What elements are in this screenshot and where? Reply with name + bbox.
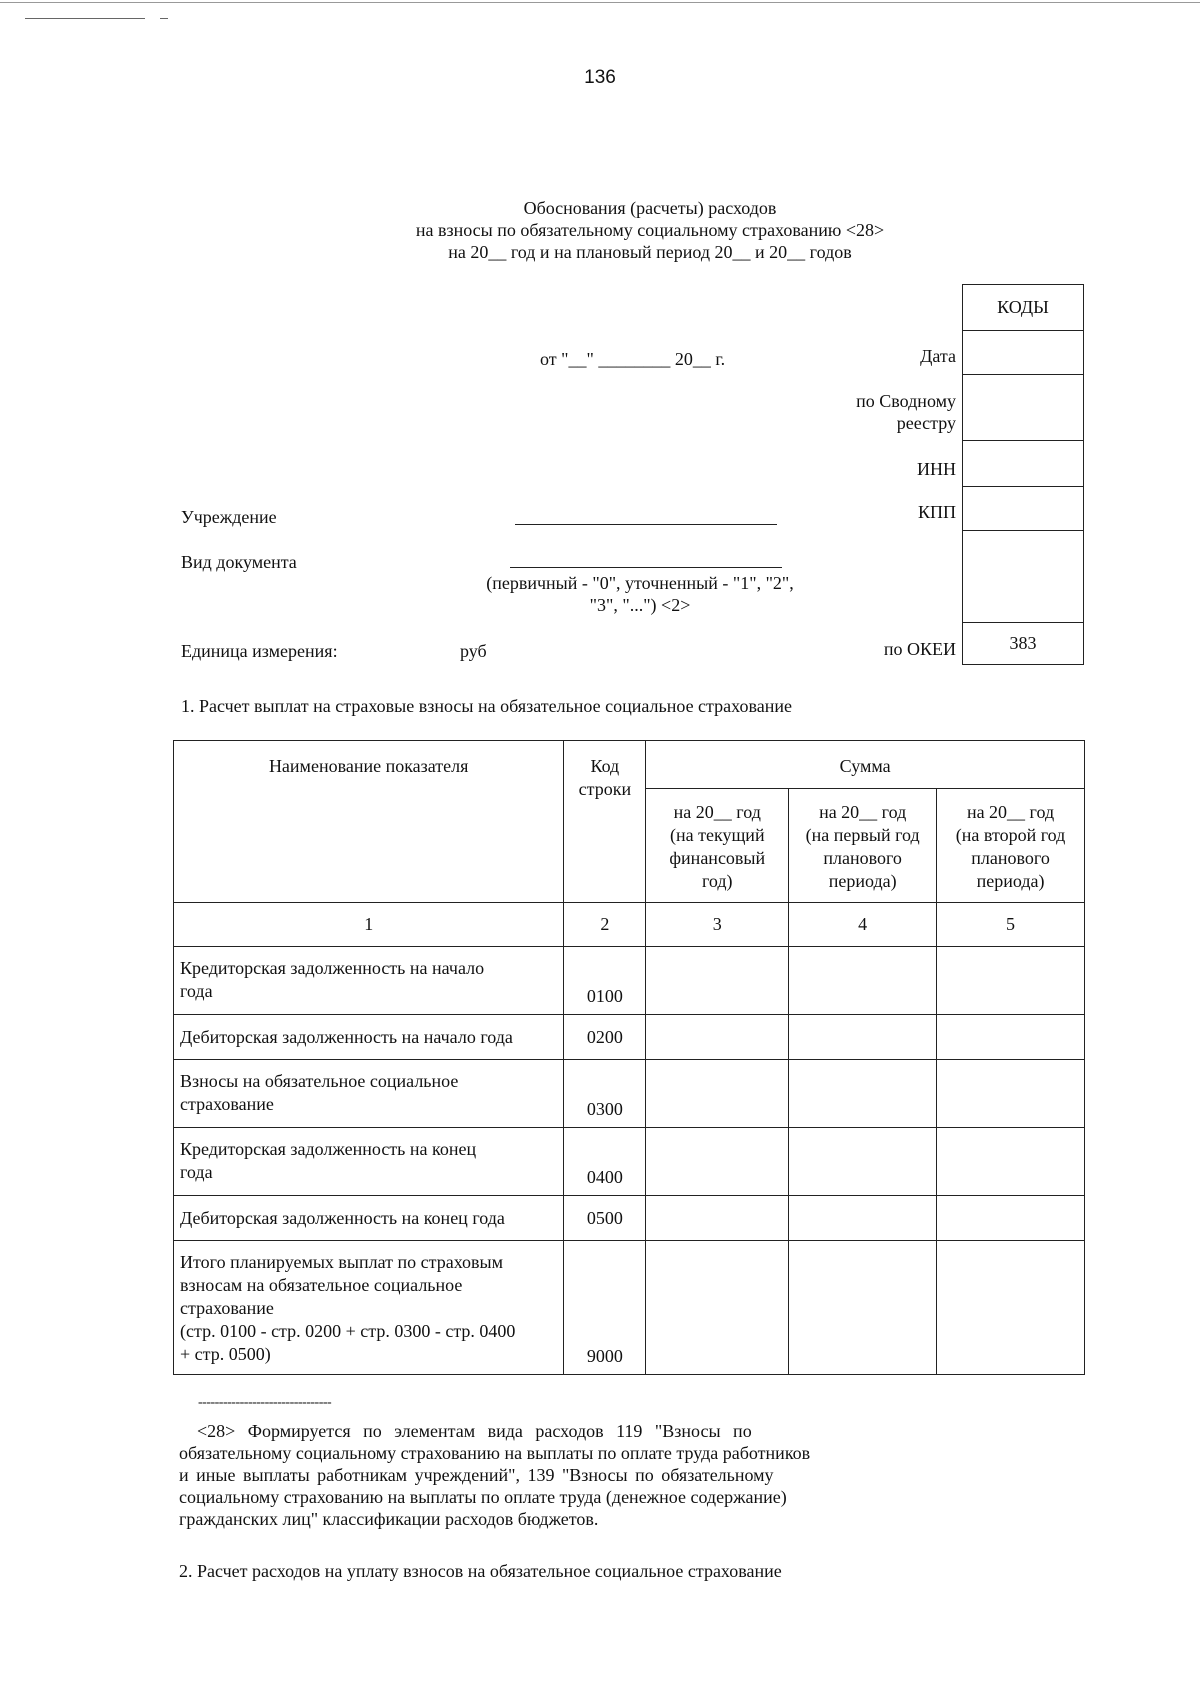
total-code: 9000 (564, 1241, 646, 1375)
footnote-line: социальному страхованию на выплаты по оплате труда (денежное содержание) (179, 1487, 787, 1507)
column-number: 3 (646, 903, 789, 947)
table-row (174, 1196, 1085, 1241)
total-name-line: взносам на обязательное социальное (180, 1275, 463, 1295)
value-cell (937, 1241, 1085, 1375)
date-label: Дата (920, 346, 956, 366)
row-name-line: Кредиторская задолженность на конец (180, 1139, 477, 1159)
value-cell (646, 1241, 789, 1375)
value-cell (937, 947, 1085, 1015)
col-code-header-line-2: строки (578, 779, 632, 799)
okei-label: по ОКЕИ (883, 639, 956, 659)
value-cell (789, 1196, 937, 1241)
column-number: 2 (564, 903, 646, 947)
header-line: на 20__ год (673, 802, 761, 822)
value-cell (937, 1128, 1085, 1196)
registry-code-cell (963, 375, 1084, 441)
row-name-line: Дебиторская задолженность на начало года (180, 1026, 513, 1047)
header-line: год) (701, 871, 733, 891)
total-name-line: + стр. 0500) (180, 1344, 271, 1364)
row-name (174, 1060, 564, 1128)
value-cell (646, 1128, 789, 1196)
header-line: периода) (828, 871, 897, 891)
payments-table (173, 740, 1085, 1375)
value-cell (646, 947, 789, 1015)
value-cell (789, 1015, 937, 1060)
total-name-line: Итого планируемых выплат по страховым (180, 1252, 504, 1272)
institution-label: Учреждение (181, 507, 277, 527)
total-name-line: (стр. 0100 - стр. 0200 + стр. 0300 - стр. 0400 (180, 1321, 516, 1341)
column-number: 1 (174, 903, 564, 947)
column-numbers-row (174, 903, 1085, 947)
section-2-title: 2. Расчет расходов на уплату взносов на обязательное социальное страхование (179, 1561, 782, 1581)
codes-table (962, 284, 1084, 665)
col-year-second-header (937, 789, 1085, 903)
footnote (179, 1420, 899, 1530)
title-line-1: Обоснования (расчеты) расходов (523, 198, 777, 218)
institution-underline (515, 524, 777, 525)
col-name-header: Наименование показателя (174, 741, 564, 903)
row-code: 0400 (564, 1128, 646, 1196)
footnote-line: гражданских лиц" классификации расходов бюджетов. (179, 1509, 599, 1529)
col-code-header-line-1: Код (590, 756, 620, 776)
value-cell (646, 1196, 789, 1241)
scan-mark (25, 18, 145, 19)
row-name-line: года (180, 981, 213, 1001)
header-line: на 20__ год (966, 802, 1055, 822)
registry-label-2: реестру (896, 413, 956, 433)
title-line-2: на взносы по обязательному социальному страхованию <28> (415, 220, 885, 240)
doc-type-label: Вид документа (181, 552, 297, 572)
row-name-line: Дебиторская задолженность на конец года (180, 1207, 505, 1228)
row-name-line: Кредиторская задолженность на начало (180, 958, 485, 978)
header-line: финансовый (669, 848, 766, 868)
column-number: 5 (937, 903, 1085, 947)
kpp-code-cell (963, 487, 1084, 531)
row-code: 0300 (564, 1060, 646, 1128)
header-line: (на текущий (669, 825, 765, 845)
document-title (300, 197, 1000, 263)
header-line: (на второй год (955, 825, 1066, 845)
row-code: 0500 (564, 1196, 646, 1241)
table-row (174, 1060, 1085, 1128)
page-number: 136 (584, 67, 616, 88)
header-line: на 20__ год (819, 802, 907, 822)
value-cell (646, 1060, 789, 1128)
section-1-title: 1. Расчет выплат на страховые взносы на обязательное социальное страхование (181, 696, 792, 716)
codes-header: КОДЫ (963, 285, 1084, 331)
value-cell (937, 1196, 1085, 1241)
col-year-first-header (789, 789, 937, 903)
doc-type-hint-line-1: (первичный - "0", уточненный - "1", "2", (486, 573, 794, 593)
col-sum-header: Сумма (646, 741, 1085, 789)
table-row (174, 947, 1085, 1015)
unit-label: Единица измерения: (181, 641, 338, 661)
scan-mark (160, 18, 168, 19)
col-year-current-header (646, 789, 789, 903)
inn-label: ИНН (917, 459, 956, 479)
row-name (174, 947, 564, 1015)
row-code: 0200 (564, 1015, 646, 1060)
total-name (174, 1241, 564, 1375)
registry-label-1: по Сводному (856, 391, 956, 411)
table-row (174, 1015, 1085, 1060)
col-code-header (564, 741, 646, 903)
value-cell (789, 1128, 937, 1196)
table-row (174, 1128, 1085, 1196)
header-line: планового (823, 848, 902, 868)
column-number: 4 (789, 903, 937, 947)
row-name-line: Взносы на обязательное социальное (180, 1071, 459, 1091)
doc-type-hint-line-2: "3", "...") <2> (589, 595, 691, 615)
title-line-3: на 20__ год и на плановый период 20__ и 20__ годов (448, 242, 852, 262)
inn-code-cell (963, 441, 1084, 487)
date-line: от "__" ________ 20__ г. (540, 349, 726, 369)
okei-code-cell: 383 (963, 623, 1084, 665)
footnote-line: обязательному социальному страхованию на выплаты по оплате труда работников (179, 1443, 811, 1463)
date-code-cell (963, 331, 1084, 375)
table-header-row (174, 741, 1085, 789)
value-cell (789, 1241, 937, 1375)
doc-type-underline (510, 567, 782, 568)
header-line: периода) (976, 871, 1045, 891)
header-line: (на первый год (805, 825, 920, 845)
value-cell (937, 1015, 1085, 1060)
value-cell (646, 1015, 789, 1060)
footnote-rule: -------------------------------- (198, 1395, 332, 1410)
row-name (174, 1196, 564, 1241)
footnote-line: <28> Формируется по элементам вида расходов 119 "Взносы по (197, 1421, 752, 1441)
row-name-line: страхование (180, 1094, 274, 1114)
header-line: планового (971, 848, 1050, 868)
row-name (174, 1015, 564, 1060)
total-name-line: страхование (180, 1298, 274, 1318)
total-row (174, 1241, 1085, 1375)
row-name-line: года (180, 1162, 213, 1182)
unit-value: руб (460, 641, 487, 661)
kpp-label: КПП (917, 502, 956, 522)
value-cell (937, 1060, 1085, 1128)
value-cell (789, 1060, 937, 1128)
top-edge-line (0, 2, 1200, 3)
doc-type-code-cell (963, 531, 1084, 623)
value-cell (789, 947, 937, 1015)
footnote-line: и иные выплаты работникам учреждений", 139 "Взносы по обязательному (179, 1465, 774, 1485)
row-code: 0100 (564, 947, 646, 1015)
row-name (174, 1128, 564, 1196)
doc-type-hint (460, 572, 820, 616)
